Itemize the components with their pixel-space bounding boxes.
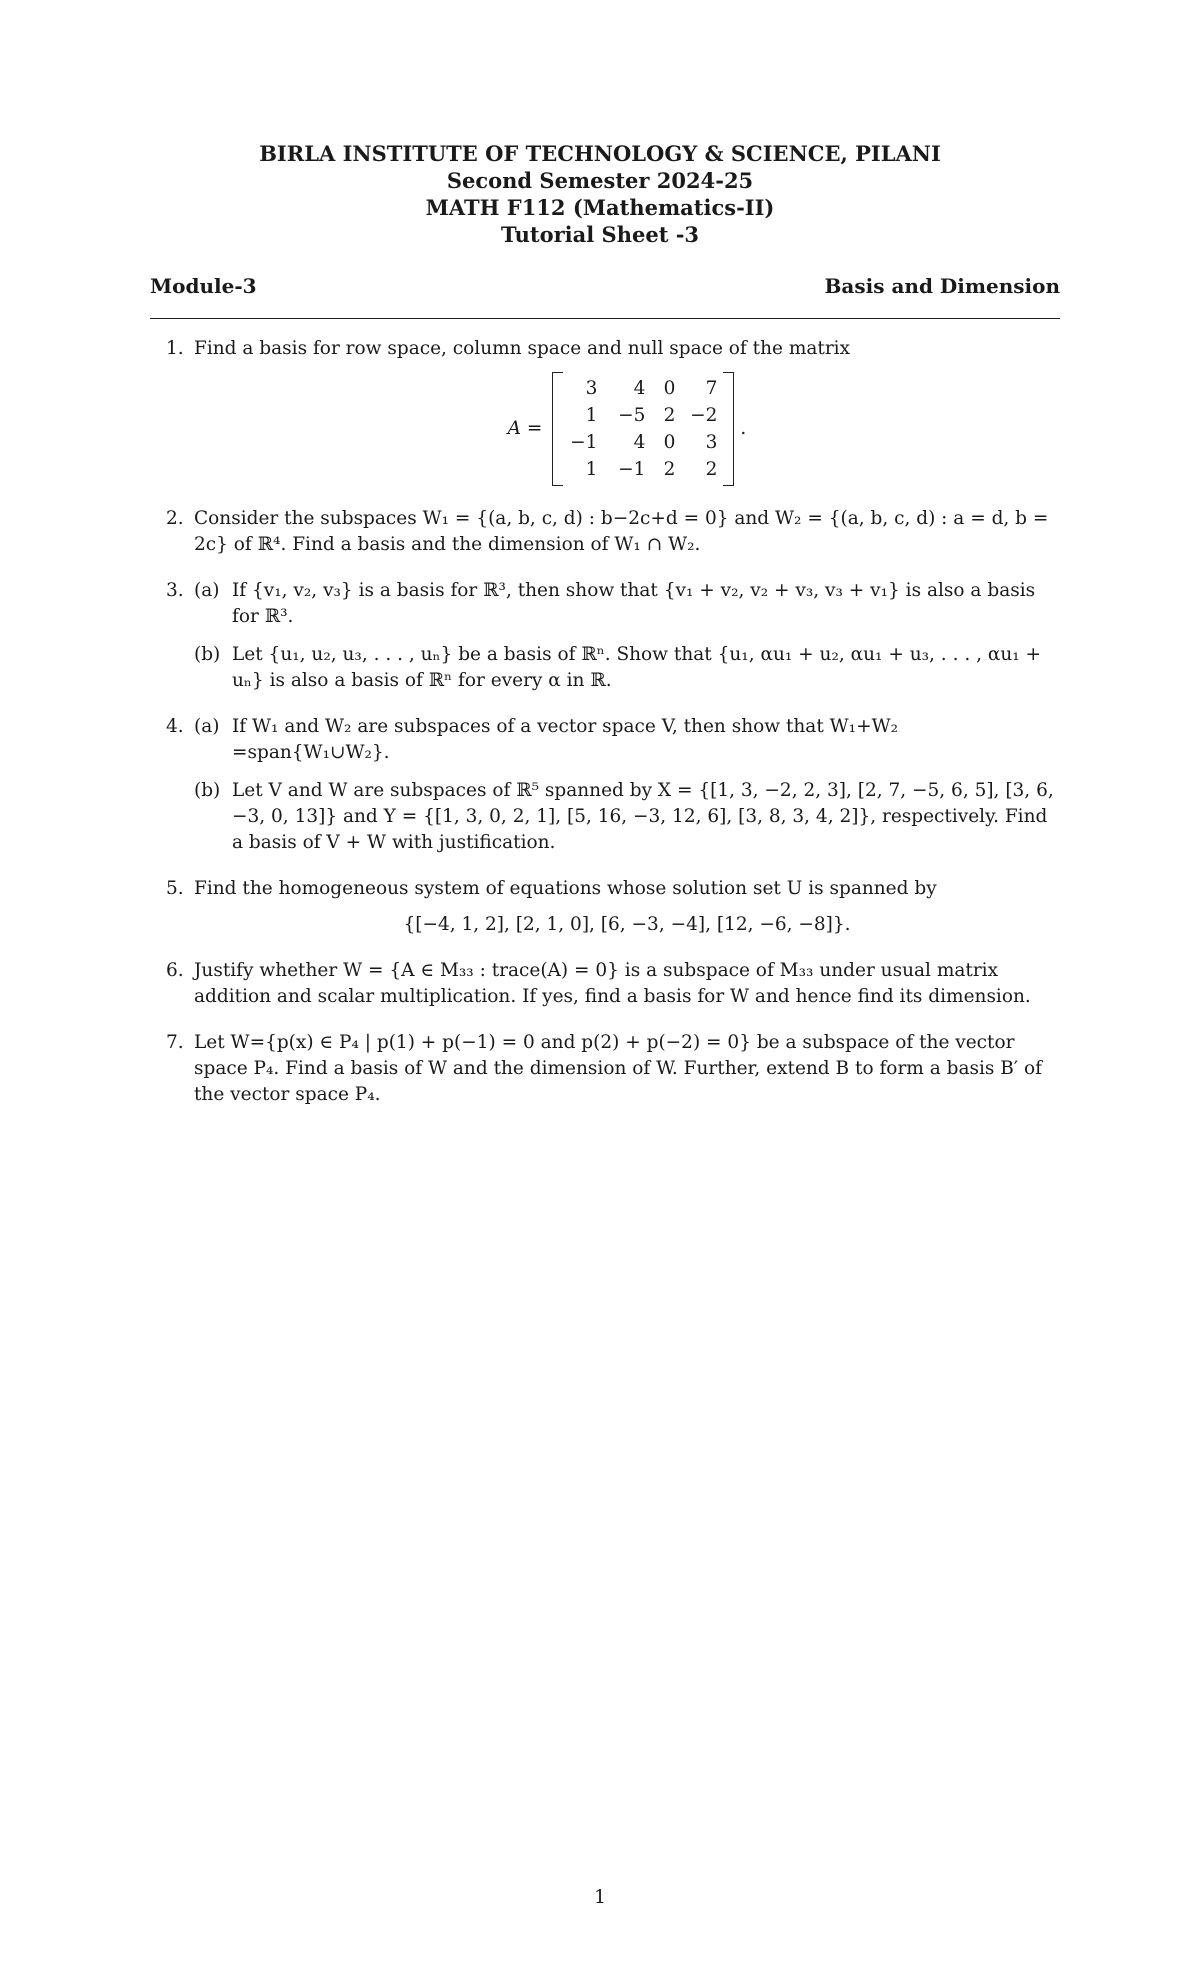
matrix-cell: 3 [585,378,598,399]
part-text: If {v₁, v₂, v₃} is a basis for ℝ³, then show that {v₁ + v₂, v₂ + v₃, v₃ + v₁} is also a basis for ℝ³. [232,580,1036,627]
matrix-cell: 4 [633,378,646,399]
topic-label: Basis and Dimension [824,274,1060,298]
matrix-cell: 2 [663,459,676,480]
problem-3a [194,578,1060,630]
sheet-title: Tutorial Sheet -3 [500,222,700,247]
part-label: (b) [194,780,221,801]
matrix-cell: 1 [585,459,598,480]
part-text: Let {u₁, u₂, u₃, . . . , uₙ} be a basis of ℝⁿ. Show that {u₁, αu₁ + u₂, αu₁ + u₃, . . . , αu₁ + uₙ} is also a basis of ℝⁿ for every α in ℝ. [232,644,1042,691]
problem-3b [194,642,1060,694]
part-label: (b) [194,644,221,665]
problem-2 [150,506,1060,558]
problem-text: Find the homogeneous system of equations whose solution set U is spanned by [194,878,937,899]
problem-text: Let W={p(x) ∈ P₄ | p(1) + p(−1) = 0 and p(2) + p(−2) = 0} be a subspace of the vector space P₄. Find a basis of W and the dimension of W. Further, extend B to form a basis B′ of the vector space P₄. [194,1032,1042,1105]
part-label: (a) [194,580,220,601]
matrix-cell: −1 [570,432,598,453]
problem-number: 3. [166,580,184,601]
problem-1 [150,336,1060,486]
problem-number: 2. [166,508,184,529]
matrix-lhs: A = [507,418,543,439]
problem-text: Consider the subspaces W₁ = {(a, b, c, d) : b−2c+d = 0} and W₂ = {(a, b, c, d) : a = d, b = 2c} of ℝ⁴. Find a basis and the dimension of W₁ ∩ W₂. [194,508,1049,555]
problem-text: Justify whether W = {A ∈ M₃₃ : trace(A) = 0} is a subspace of M₃₃ under usual matrix addition and scalar multiplication. If yes, find a basis for W and hence find its dimension. [194,960,1031,1007]
course-title: MATH F112 (Mathematics-II) [425,195,775,220]
matrix-a [194,372,1060,486]
matrix-cell: 0 [663,432,676,453]
problem-6 [150,958,1060,1010]
problem-3 [150,578,1060,694]
problem-list [150,336,1060,1128]
document-header [0,140,1200,248]
matrix-cell: 1 [585,405,598,426]
problem-4a [194,714,1060,766]
problem-number: 1. [166,338,184,359]
part-text: If W₁ and W₂ are subspaces of a vector space V, then show that W₁+W₂ =span{W₁∪W₂}. [232,716,899,763]
matrix-cell: 3 [705,432,718,453]
matrix-cell: −1 [618,459,646,480]
problem-5 [150,876,1060,938]
matrix-grid [563,375,723,483]
problem-7 [150,1030,1060,1108]
part-text: Let V and W are subspaces of ℝ⁵ spanned by X = {[1, 3, −2, 2, 3], [2, 7, −5, 6, 5], [3, 6, −3, 0, 13]} and Y = {[1, 3, 0, 2, 1], [5, 16, −3, 12, 6], [3, 8, 3, 4, 2]}, respectively. Find a basis of V + W with justification. [232,780,1054,853]
matrix-cell: 4 [633,432,646,453]
problem-number: 4. [166,716,184,737]
problem-number: 7. [166,1032,184,1053]
matrix-cell: −2 [690,405,718,426]
matrix-cell: 2 [663,405,676,426]
matrix-cell: 2 [705,459,718,480]
institute-name: BIRLA INSTITUTE OF TECHNOLOGY & SCIENCE, PILANI [259,141,941,166]
problem-number: 5. [166,878,184,899]
semester-line: Second Semester 2024-25 [446,168,754,193]
matrix-period: . [740,418,747,439]
problem-number: 6. [166,960,184,981]
page-number: 1 [594,1887,606,1908]
problem-text: Find a basis for row space, column space and null space of the matrix [194,338,851,359]
spanning-set: {[−4, 1, 2], [2, 1, 0], [6, −3, −4], [12, −6, −8]}. [403,914,851,935]
module-label: Module-3 [150,274,257,298]
header-divider [150,318,1060,319]
matrix-right-bracket [723,372,734,486]
matrix-left-bracket [552,372,563,486]
matrix-cell: −5 [618,405,646,426]
part-label: (a) [194,716,220,737]
matrix-cell: 0 [663,378,676,399]
matrix-cell: 7 [705,378,718,399]
problem-4 [150,714,1060,856]
problem-4b [194,778,1060,856]
